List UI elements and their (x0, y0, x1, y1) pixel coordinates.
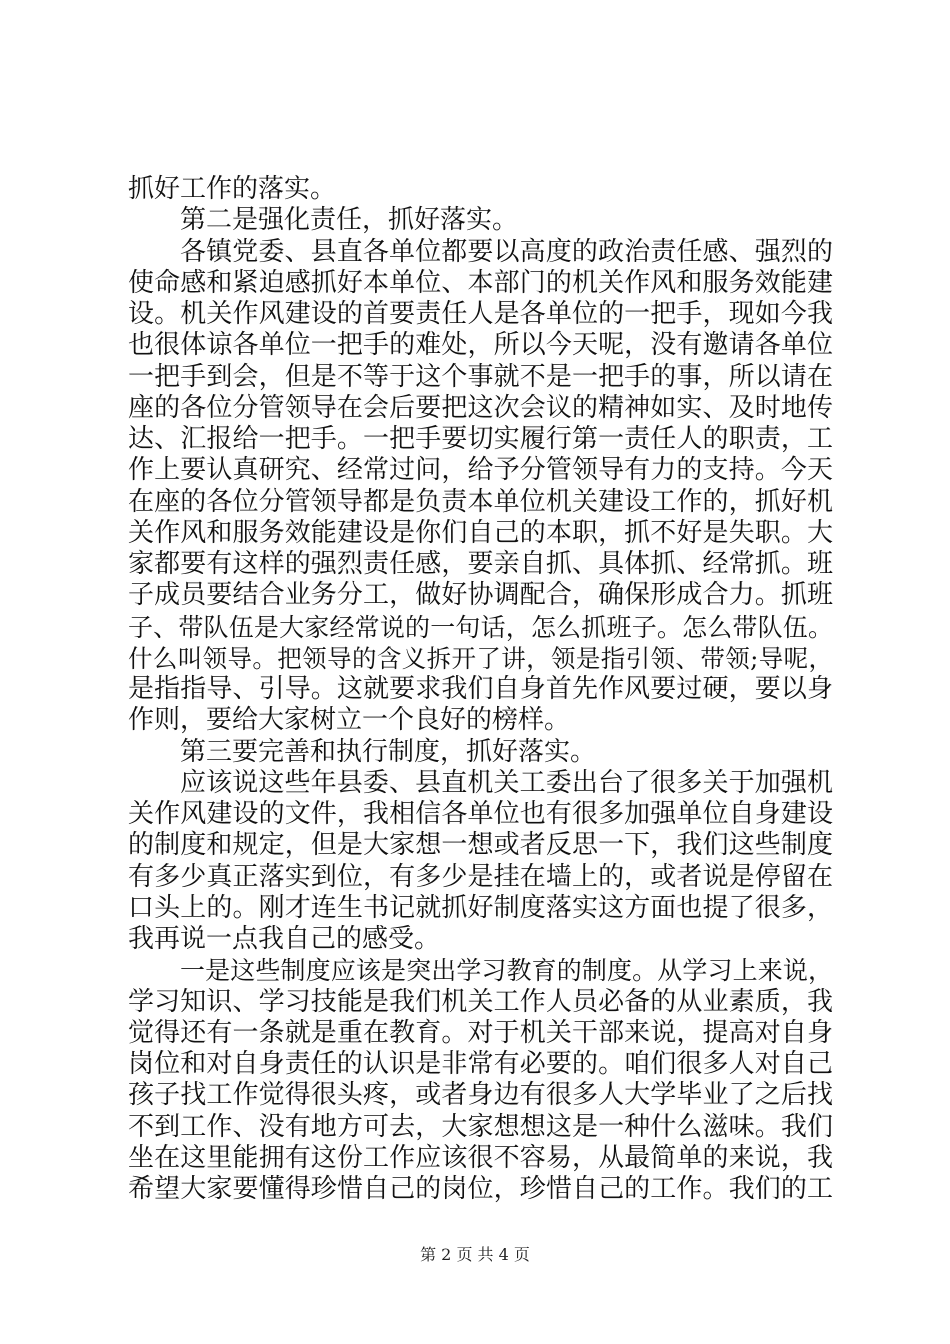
text-line: 各镇党委、县直各单位都要以高度的政治责任感、强烈的 (180, 236, 833, 267)
text-line: 家都要有这样的强烈责任感，要亲自抓、具体抓、经常抓。班 (128, 549, 833, 579)
page-footer: 第 2 页 共 4 页 (420, 1245, 530, 1264)
text-line: 座的各位分管领导在会后要把这次会议的精神如实、及时地传 (128, 392, 833, 423)
text-line: 应该说这些年县委、县直机关工委出台了很多关于加强机 (180, 767, 833, 798)
text-line: 也很体谅各单位一把手的难处，所以今天呢，没有邀请各单位 (128, 330, 833, 361)
text-line: 设。机关作风建设的首要责任人是各单位的一把手，现如今我 (128, 299, 833, 329)
text-line: 不到工作、没有地方可去，大家想想这是一种什么滋味。我们 (128, 1111, 833, 1142)
text-line: 有多少真正落实到位，有多少是挂在墙上的，或者说是停留在 (128, 861, 833, 892)
text-line: 达、汇报给一把手。一把手要切实履行第一责任人的职责，工 (128, 424, 833, 454)
text-line: 一是这些制度应该是突出学习教育的制度。从学习上来说， (180, 956, 833, 986)
text-line: 关作风和服务效能建设是你们自己的本职，抓不好是失职。大 (128, 517, 833, 548)
document-body (128, 174, 833, 1205)
text-line: 觉得还有一条就是重在教育。对于机关干部来说，提高对自身 (128, 1017, 833, 1048)
text-line: 在座的各位分管领导都是负责本单位机关建设工作的，抓好机 (128, 486, 833, 517)
text-line: 岗位和对自身责任的认识是非常有必要的。咱们很多人对自己 (128, 1049, 833, 1079)
text-line: 是指指导、引导。这就要求我们自身首先作风要过硬，要以身 (128, 674, 833, 704)
text-line: 坐在这里能拥有这份工作应该很不容易，从最简单的来说，我 (128, 1142, 833, 1173)
text-line: 孩子找工作觉得很头疼，或者身边有很多人大学毕业了之后找 (128, 1080, 833, 1111)
text-line: 什么叫领导。把领导的含义拆开了讲，领是指引领、带领;导呢， (128, 643, 833, 673)
text-line: 作上要认真研究、经常过问，给予分管领导有力的支持。今天 (128, 455, 833, 486)
text-line: 的制度和规定，但是大家想一想或者反思一下，我们这些制度 (128, 830, 833, 861)
text-line: 关作风建设的文件，我相信各单位也有很多加强单位自身建设 (128, 799, 833, 829)
text-line: 我再说一点我自己的感受。 (128, 924, 441, 954)
text-line: 学习知识、学习技能是我们机关工作人员必备的从业素质，我 (128, 986, 833, 1017)
text-line: 第二是强化责任，抓好落实。 (180, 205, 519, 236)
text-line: 作则，要给大家树立一个良好的榜样。 (128, 705, 571, 736)
text-line: 子成员要结合业务分工，做好协调配合，确保形成合力。抓班 (128, 580, 833, 611)
text-line: 抓好工作的落实。 (128, 174, 337, 204)
text-line: 口头上的。刚才连生书记就抓好制度落实这方面也提了很多， (128, 892, 833, 923)
text-line: 子、带队伍是大家经常说的一句话，怎么抓班子。怎么带队伍。 (128, 612, 833, 642)
text-line: 使命感和紧迫感抓好本单位、本部门的机关作风和服务效能建 (128, 267, 833, 298)
text-line: 希望大家要懂得珍惜自己的岗位，珍惜自己的工作。我们的工 (128, 1174, 833, 1204)
text-line: 一把手到会，但是不等于这个事就不是一把手的事，所以请在 (128, 361, 833, 392)
text-line: 第三要完善和执行制度，抓好落实。 (180, 736, 597, 767)
